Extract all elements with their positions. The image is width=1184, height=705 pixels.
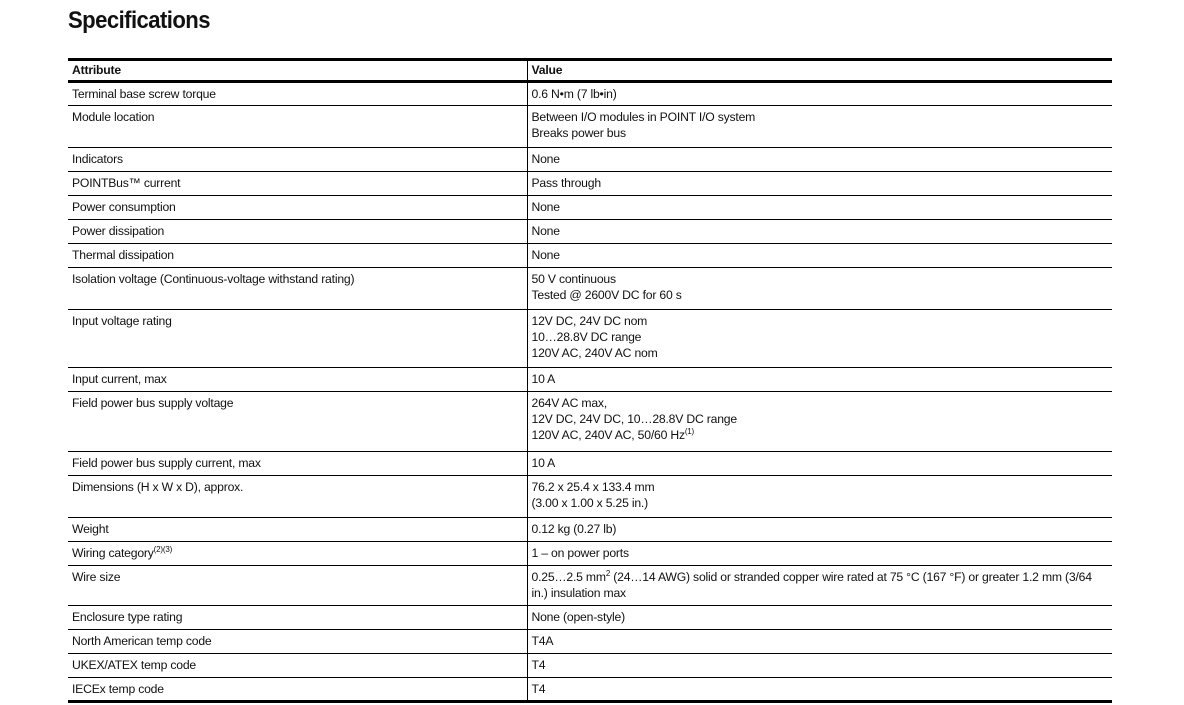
attribute-label: Thermal dissipation: [72, 248, 174, 262]
value-text: 10 A: [531, 456, 556, 470]
attribute-cell: [68, 148, 527, 172]
attribute-cell: [68, 678, 527, 702]
value-text: None: [531, 152, 560, 166]
value-line: [532, 455, 1109, 471]
attribute-cell: [68, 196, 527, 220]
value-text: T4A: [531, 634, 554, 648]
footnote-ref: (2)(3): [153, 545, 173, 554]
value-text: 50 V continuous: [531, 272, 616, 286]
attribute-label: POINTBus™ current: [72, 176, 181, 190]
table-row: [68, 518, 1112, 542]
unit-superscript: 2: [605, 569, 611, 578]
value-line: [532, 247, 1109, 263]
value-line: [532, 479, 1109, 495]
table-row: [68, 220, 1112, 244]
attribute-cell: [68, 392, 527, 452]
value-line: [532, 199, 1109, 215]
value-line: [532, 545, 1109, 561]
attribute-label: Module location: [72, 110, 155, 124]
attribute-label: Wiring category: [72, 546, 154, 560]
wire-size-text: (24…14 AWG) solid or stranded copper wire rated at 75 °C (167 °F) or greater 1.2 mm (3/64 in.) insulation max: [531, 570, 1092, 600]
value-text: 120V AC, 240V AC nom: [531, 346, 658, 360]
attribute-cell: [68, 566, 527, 606]
value-cell: [527, 678, 1112, 702]
header-value: Value: [527, 60, 1112, 82]
value-text: (3.00 x 1.00 x 5.25 in.): [531, 496, 648, 510]
value-line: [532, 287, 1109, 303]
attribute-label: UKEX/ATEX temp code: [72, 658, 196, 672]
value-text: 12V DC, 24V DC nom: [531, 314, 648, 328]
value-line: [532, 175, 1109, 191]
table-row: [68, 654, 1112, 678]
value-line: [532, 313, 1109, 329]
table-row: [68, 310, 1112, 368]
value-text: 0.12 kg (0.27 lb): [531, 522, 617, 536]
table-row: [68, 244, 1112, 268]
table-row: [68, 452, 1112, 476]
page-title: Specifications: [68, 7, 210, 34]
table-row: [68, 630, 1112, 654]
value-line: [532, 521, 1109, 537]
wire-size-prefix: 0.25…2.5 mm: [531, 570, 606, 584]
value-line: [532, 681, 1109, 697]
attribute-label: Terminal base screw torque: [72, 87, 216, 101]
value-text: None (open-style): [531, 610, 625, 624]
attribute-cell: [68, 310, 527, 368]
value-text: 10…28.8V DC range: [531, 330, 642, 344]
table-row: [68, 566, 1112, 606]
value-text: T4: [531, 658, 546, 672]
value-text: 1 – on power ports: [531, 546, 629, 560]
value-line: [532, 371, 1109, 387]
value-line: [532, 495, 1109, 511]
value-line: [532, 109, 1109, 125]
attribute-label: Field power bus supply voltage: [72, 396, 234, 410]
value-text: 76.2 x 25.4 x 133.4 mm: [531, 480, 655, 494]
attribute-cell: [68, 630, 527, 654]
table-row: [68, 606, 1112, 630]
attribute-label: Indicators: [72, 152, 123, 166]
attribute-cell: [68, 654, 527, 678]
attribute-label: Enclosure type rating: [72, 610, 183, 624]
attribute-label: Isolation voltage (Continuous-voltage withstand rating): [72, 272, 355, 286]
table-row: [68, 148, 1112, 172]
attribute-label: Input voltage rating: [72, 314, 172, 328]
value-text: 264V AC max,: [531, 396, 608, 410]
value-cell: [527, 268, 1112, 310]
value-text: 120V AC, 240V AC, 50/60 Hz: [531, 428, 685, 442]
header-attribute: Attribute: [68, 60, 527, 82]
attribute-cell: [68, 542, 527, 566]
value-text: 10 A: [531, 372, 556, 386]
value-cell: [527, 148, 1112, 172]
table-row: [68, 82, 1112, 106]
value-text: None: [531, 248, 560, 262]
value-text: Breaks power bus: [531, 126, 626, 140]
attribute-cell: [68, 82, 527, 106]
table-header: [68, 60, 1112, 82]
attribute-label: North American temp code: [72, 634, 212, 648]
value-cell: [527, 392, 1112, 452]
value-line: [532, 569, 1109, 601]
value-line: [532, 633, 1109, 649]
attribute-label: Wire size: [72, 570, 121, 584]
attribute-label: Dimensions (H x W x D), approx.: [72, 480, 244, 494]
value-cell: [527, 220, 1112, 244]
attribute-cell: [68, 106, 527, 148]
value-line: [532, 395, 1109, 411]
table-row: [68, 392, 1112, 452]
value-cell: [527, 172, 1112, 196]
value-line: [532, 345, 1109, 361]
value-cell: [527, 82, 1112, 106]
value-line: [532, 411, 1109, 427]
table-row: [68, 106, 1112, 148]
table-row: [68, 172, 1112, 196]
value-text: 0.6 N•m (7 lb•in): [531, 87, 617, 101]
table-row: [68, 678, 1112, 702]
attribute-label: Power dissipation: [72, 224, 165, 238]
value-text: Tested @ 2600V DC for 60 s: [531, 288, 682, 302]
table-row: [68, 268, 1112, 310]
table-row: [68, 476, 1112, 518]
table-row: [68, 196, 1112, 220]
value-cell: [527, 244, 1112, 268]
attribute-cell: [68, 172, 527, 196]
value-text: T4: [531, 682, 546, 696]
value-cell: [527, 518, 1112, 542]
value-cell: [527, 106, 1112, 148]
value-cell: [527, 566, 1112, 606]
attribute-cell: [68, 220, 527, 244]
attribute-label: Power consumption: [72, 200, 176, 214]
attribute-label: Weight: [72, 522, 109, 536]
value-cell: [527, 368, 1112, 392]
attribute-cell: [68, 518, 527, 542]
value-cell: [527, 196, 1112, 220]
value-line: [532, 86, 1109, 102]
attribute-cell: [68, 268, 527, 310]
value-text: None: [531, 200, 560, 214]
table-body: [68, 82, 1112, 702]
value-line: [532, 151, 1109, 167]
value-cell: [527, 542, 1112, 566]
value-text: Between I/O modules in POINT I/O system: [531, 110, 756, 124]
value-line: [532, 271, 1109, 287]
attribute-label: Field power bus supply current, max: [72, 456, 261, 470]
table-row: [68, 368, 1112, 392]
value-line: [532, 427, 1109, 443]
value-text: None: [531, 224, 560, 238]
value-cell: [527, 654, 1112, 678]
footnote-ref: (1): [684, 427, 695, 436]
attribute-cell: [68, 606, 527, 630]
value-line: [532, 223, 1109, 239]
attribute-cell: [68, 452, 527, 476]
table-row: [68, 542, 1112, 566]
value-cell: [527, 476, 1112, 518]
value-line: [532, 609, 1109, 625]
attribute-cell: [68, 368, 527, 392]
value-text: 12V DC, 24V DC, 10…28.8V DC range: [531, 412, 737, 426]
value-cell: [527, 630, 1112, 654]
attribute-cell: [68, 244, 527, 268]
value-line: [532, 125, 1109, 141]
attribute-label: Input current, max: [72, 372, 167, 386]
value-cell: [527, 310, 1112, 368]
value-line: [532, 329, 1109, 345]
value-line: [532, 657, 1109, 673]
attribute-cell: [68, 476, 527, 518]
value-text: Pass through: [531, 176, 601, 190]
specifications-table: [68, 58, 1112, 703]
attribute-label: IECEx temp code: [72, 682, 164, 696]
value-cell: [527, 606, 1112, 630]
value-cell: [527, 452, 1112, 476]
